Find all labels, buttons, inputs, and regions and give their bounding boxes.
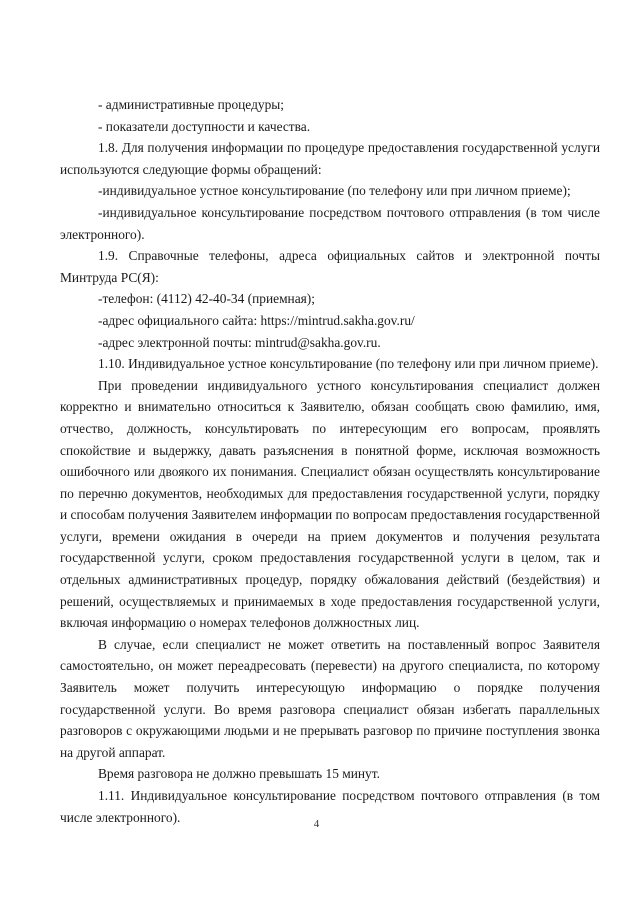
- document-body: [60, 94, 600, 828]
- paragraph-11: При проведении индивидуального устного консультирования специалист должен корректно и внимательно относиться к Заявителю, обязан сообщать свою фамилию, имя, отчество, должность, консультировать по интересующим его вопросам, проявлять спокойствие и выдержку, давать разъяснения в понятной форме, исключая возможность ошибочного или двоякого их понимания. Специалист обязан осуществлять консультирование по перечню документов, необходимых для предоставления государственной услуги, порядку и способам получения Заявителем информации по вопросам предоставления государственной услуги, времени ожидания в очереди на прием документов и получения результата государственной услуги, сроком предоставления государственной услуги в целом, так и отдельных административных процедур, порядку обжалования действий (бездействия) и решений, осуществляемых и принимаемых в ходе предоставления государственной услуги, включая информацию о номерах телефонов должностных лиц.: [60, 377, 600, 631]
- paragraph-1: - административные процедуры;: [98, 97, 284, 112]
- paragraph-2: - показатели доступности и качества.: [98, 118, 311, 134]
- paragraph-6: 1.9. Справочные телефоны, адреса официальных сайтов и электронной почты Минтруда РС(Я):: [60, 248, 600, 285]
- page-number: 4: [313, 818, 320, 830]
- paragraph-8: -адрес официального сайта: https://mintrud.sakha.gov.ru/: [98, 312, 415, 328]
- paragraph-12: В случае, если специалист не может ответить на поставленный вопрос Заявителя самостоятельно, он может переадресовать (перевести) на другого специалиста, по которому Заявитель может получить интересующую информацию о порядке получения государственной услуги. Во время разговора специалист обязан избегать параллельных разговоров с окружающими людьми и не прерывать разговор по причине поступления звонка на другой аппарат.: [60, 636, 600, 760]
- paragraph-3: 1.8. Для получения информации по процедуре предоставления государственной услуги используются следующие формы обращений:: [60, 140, 600, 177]
- paragraph-5: -индивидуальное консультирование посредством почтового отправления (в том числе электронного).: [60, 204, 600, 242]
- paragraph-14: 1.11. Индивидуальное консультирование посредством почтового отправления (в том числе электронного).: [60, 788, 600, 825]
- paragraph-10: 1.10. Индивидуальное устное консультирование (по телефону или при личном приеме).: [98, 356, 599, 372]
- paragraph-9: -адрес электронной почты: mintrud@sakha.gov.ru.: [98, 334, 381, 350]
- paragraph-13: Время разговора не должно превышать 15 минут.: [98, 766, 380, 782]
- paragraph-4: -индивидуальное устное консультирование (по телефону или при личном приеме);: [98, 183, 571, 199]
- paragraph-7: -телефон: (4112) 42-40-34 (приемная);: [98, 291, 315, 307]
